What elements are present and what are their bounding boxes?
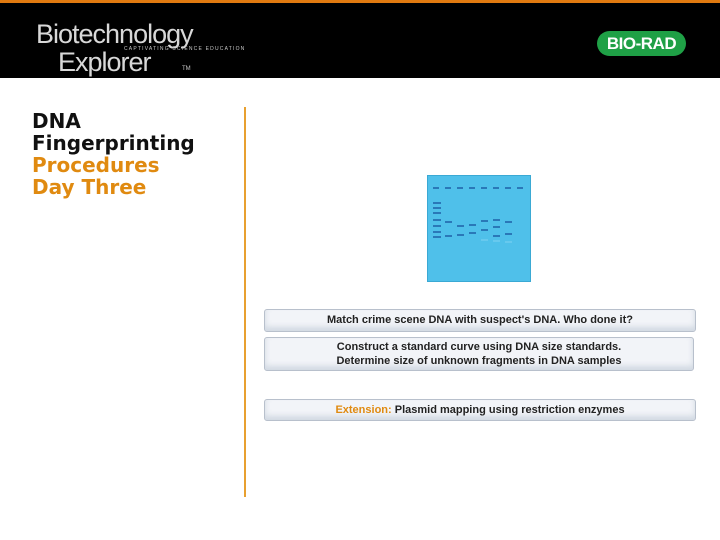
biotechnology-explorer-logo bbox=[36, 19, 246, 77]
task-box-standard-curve bbox=[264, 337, 694, 371]
slide-title bbox=[32, 110, 195, 198]
logo-tagline: CAPTIVATING SCIENCE EDUCATION bbox=[124, 46, 246, 52]
agarose-gel-icon bbox=[427, 175, 531, 282]
logo-line2: Explorer bbox=[58, 47, 151, 77]
title-line3: Procedures bbox=[32, 153, 160, 177]
title-line1: DNA bbox=[32, 109, 81, 133]
task-box-standard-curve-line1: Construct a standard curve using DNA size standards. bbox=[336, 341, 622, 353]
extension-label: Extension: bbox=[335, 404, 392, 416]
logo-line1: Biotechnology bbox=[36, 19, 193, 49]
logo-trademark: TM bbox=[182, 66, 191, 72]
task-box-extension bbox=[264, 399, 696, 421]
vertical-divider bbox=[244, 107, 246, 497]
header-bar bbox=[0, 0, 720, 78]
title-line2: Fingerprinting bbox=[32, 131, 195, 155]
bio-rad-logo: BIO-RAD bbox=[597, 31, 686, 56]
header-accent-line bbox=[0, 0, 720, 3]
title-line4: Day Three bbox=[32, 175, 147, 199]
task-box-match-dna: Match crime scene DNA with suspect's DNA. Who done it? bbox=[264, 309, 696, 332]
task-box-standard-curve-line2: Determine size of unknown fragments in DNA samples bbox=[336, 355, 622, 367]
extension-text: Plasmid mapping using restriction enzymes bbox=[391, 404, 625, 416]
